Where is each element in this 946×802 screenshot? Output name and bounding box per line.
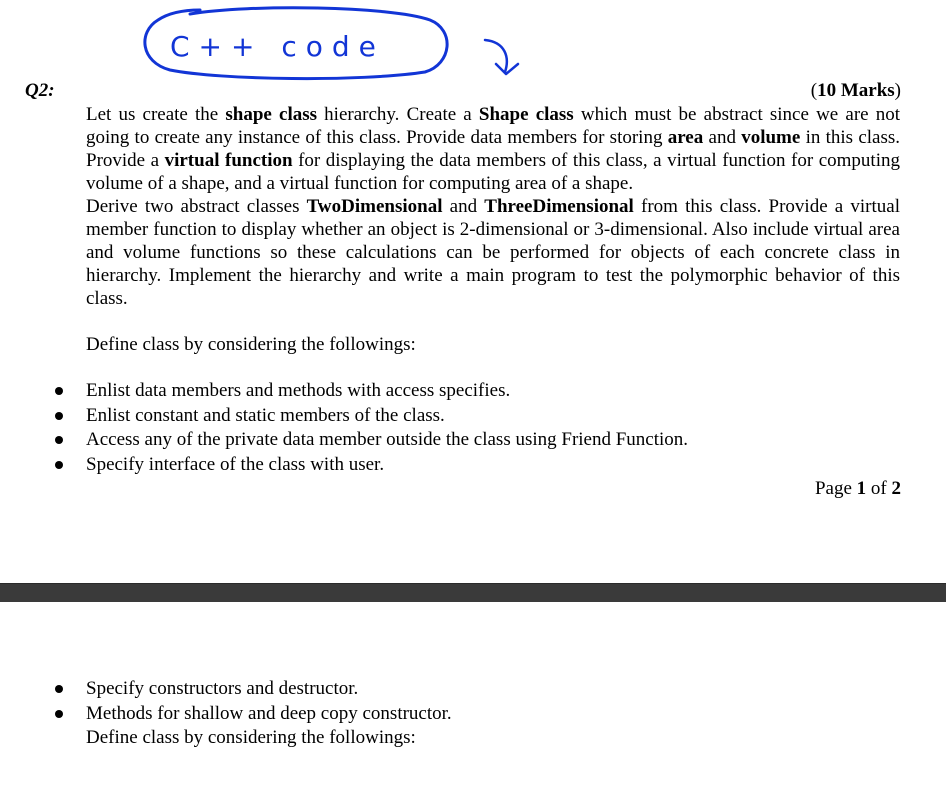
marks-open-paren: (	[810, 80, 818, 101]
page-number	[815, 478, 901, 500]
bullet-icon	[55, 461, 63, 469]
bold-run: ThreeDimensional	[484, 196, 634, 217]
bullet-icon	[55, 710, 63, 718]
paragraph-derived-classes	[86, 195, 900, 310]
paragraph-shape-class	[86, 103, 900, 195]
list-item-text: Specify constructors and destructor.	[86, 678, 359, 699]
bold-run: virtual function	[164, 150, 293, 171]
text-run: in this class. Provide a	[86, 127, 900, 171]
text-run: and	[442, 196, 485, 217]
annotation-text: C++ code	[170, 30, 385, 63]
define-heading-2: Define class by considering the followings:	[86, 727, 416, 748]
page-separator	[0, 583, 946, 603]
list-item	[55, 702, 452, 727]
page-number-prefix: Page	[814, 478, 857, 499]
bullet-icon	[55, 387, 63, 395]
page-number-of: of	[866, 478, 892, 499]
question-body	[86, 103, 900, 310]
list-item-text: Enlist constant and static members of the class.	[86, 404, 445, 426]
text-run: for displaying the data members of this class, a virtual function for computing volume of a shape, and a virtual function for computing area of a shape.	[86, 150, 900, 194]
marks-value: 10 Marks	[817, 80, 895, 101]
bold-run: volume	[741, 127, 801, 148]
list-item	[55, 379, 688, 404]
page-number-current: 1	[856, 478, 867, 499]
list-item	[55, 404, 688, 429]
text-run: which must be abstract since we are not going to create any instance of this class. Provide data members for storing	[86, 104, 901, 148]
requirements-list-continued	[55, 677, 452, 726]
handwritten-annotation	[130, 2, 550, 82]
question-number: Q2:	[25, 80, 55, 101]
list-item	[55, 453, 688, 478]
list-item-text: Access any of the private data member outside the class using Friend Function.	[86, 429, 689, 450]
define-heading: Define class by considering the followings:	[86, 334, 416, 355]
bold-run: TwoDimensional	[306, 196, 443, 217]
bullet-icon	[55, 412, 63, 420]
page-number-total: 2	[891, 478, 901, 499]
text-run: Let us create the	[86, 104, 226, 125]
text-run: and	[703, 127, 742, 148]
bold-run: Shape class	[478, 104, 574, 125]
list-item	[55, 428, 688, 453]
text-run: from this class. Provide a virtual member function to display whether an object is 2-dimensional or 3-dimensional. Also include virtual area and volume functions so these calculations can be performed for objects of each concrete class in hierarchy. Implement the hierarchy and write a main program to test the polymorphic behavior of this class.	[86, 196, 900, 309]
list-item	[55, 677, 452, 702]
list-item-text: Methods for shallow and deep copy constructor.	[86, 702, 452, 724]
text-run: Derive two abstract classes	[86, 196, 307, 217]
bullet-icon	[55, 436, 63, 444]
bold-run: area	[667, 127, 704, 148]
requirements-list	[55, 379, 688, 477]
bold-run: shape class	[225, 104, 318, 125]
question-marks	[811, 80, 901, 102]
bullet-icon	[55, 685, 63, 693]
list-item-text: Specify interface of the class with user.	[86, 453, 385, 475]
marks-close-paren: )	[894, 80, 901, 101]
list-item-text: Enlist data members and methods with access specifies.	[86, 380, 511, 401]
text-run: hierarchy. Create a	[317, 104, 479, 125]
